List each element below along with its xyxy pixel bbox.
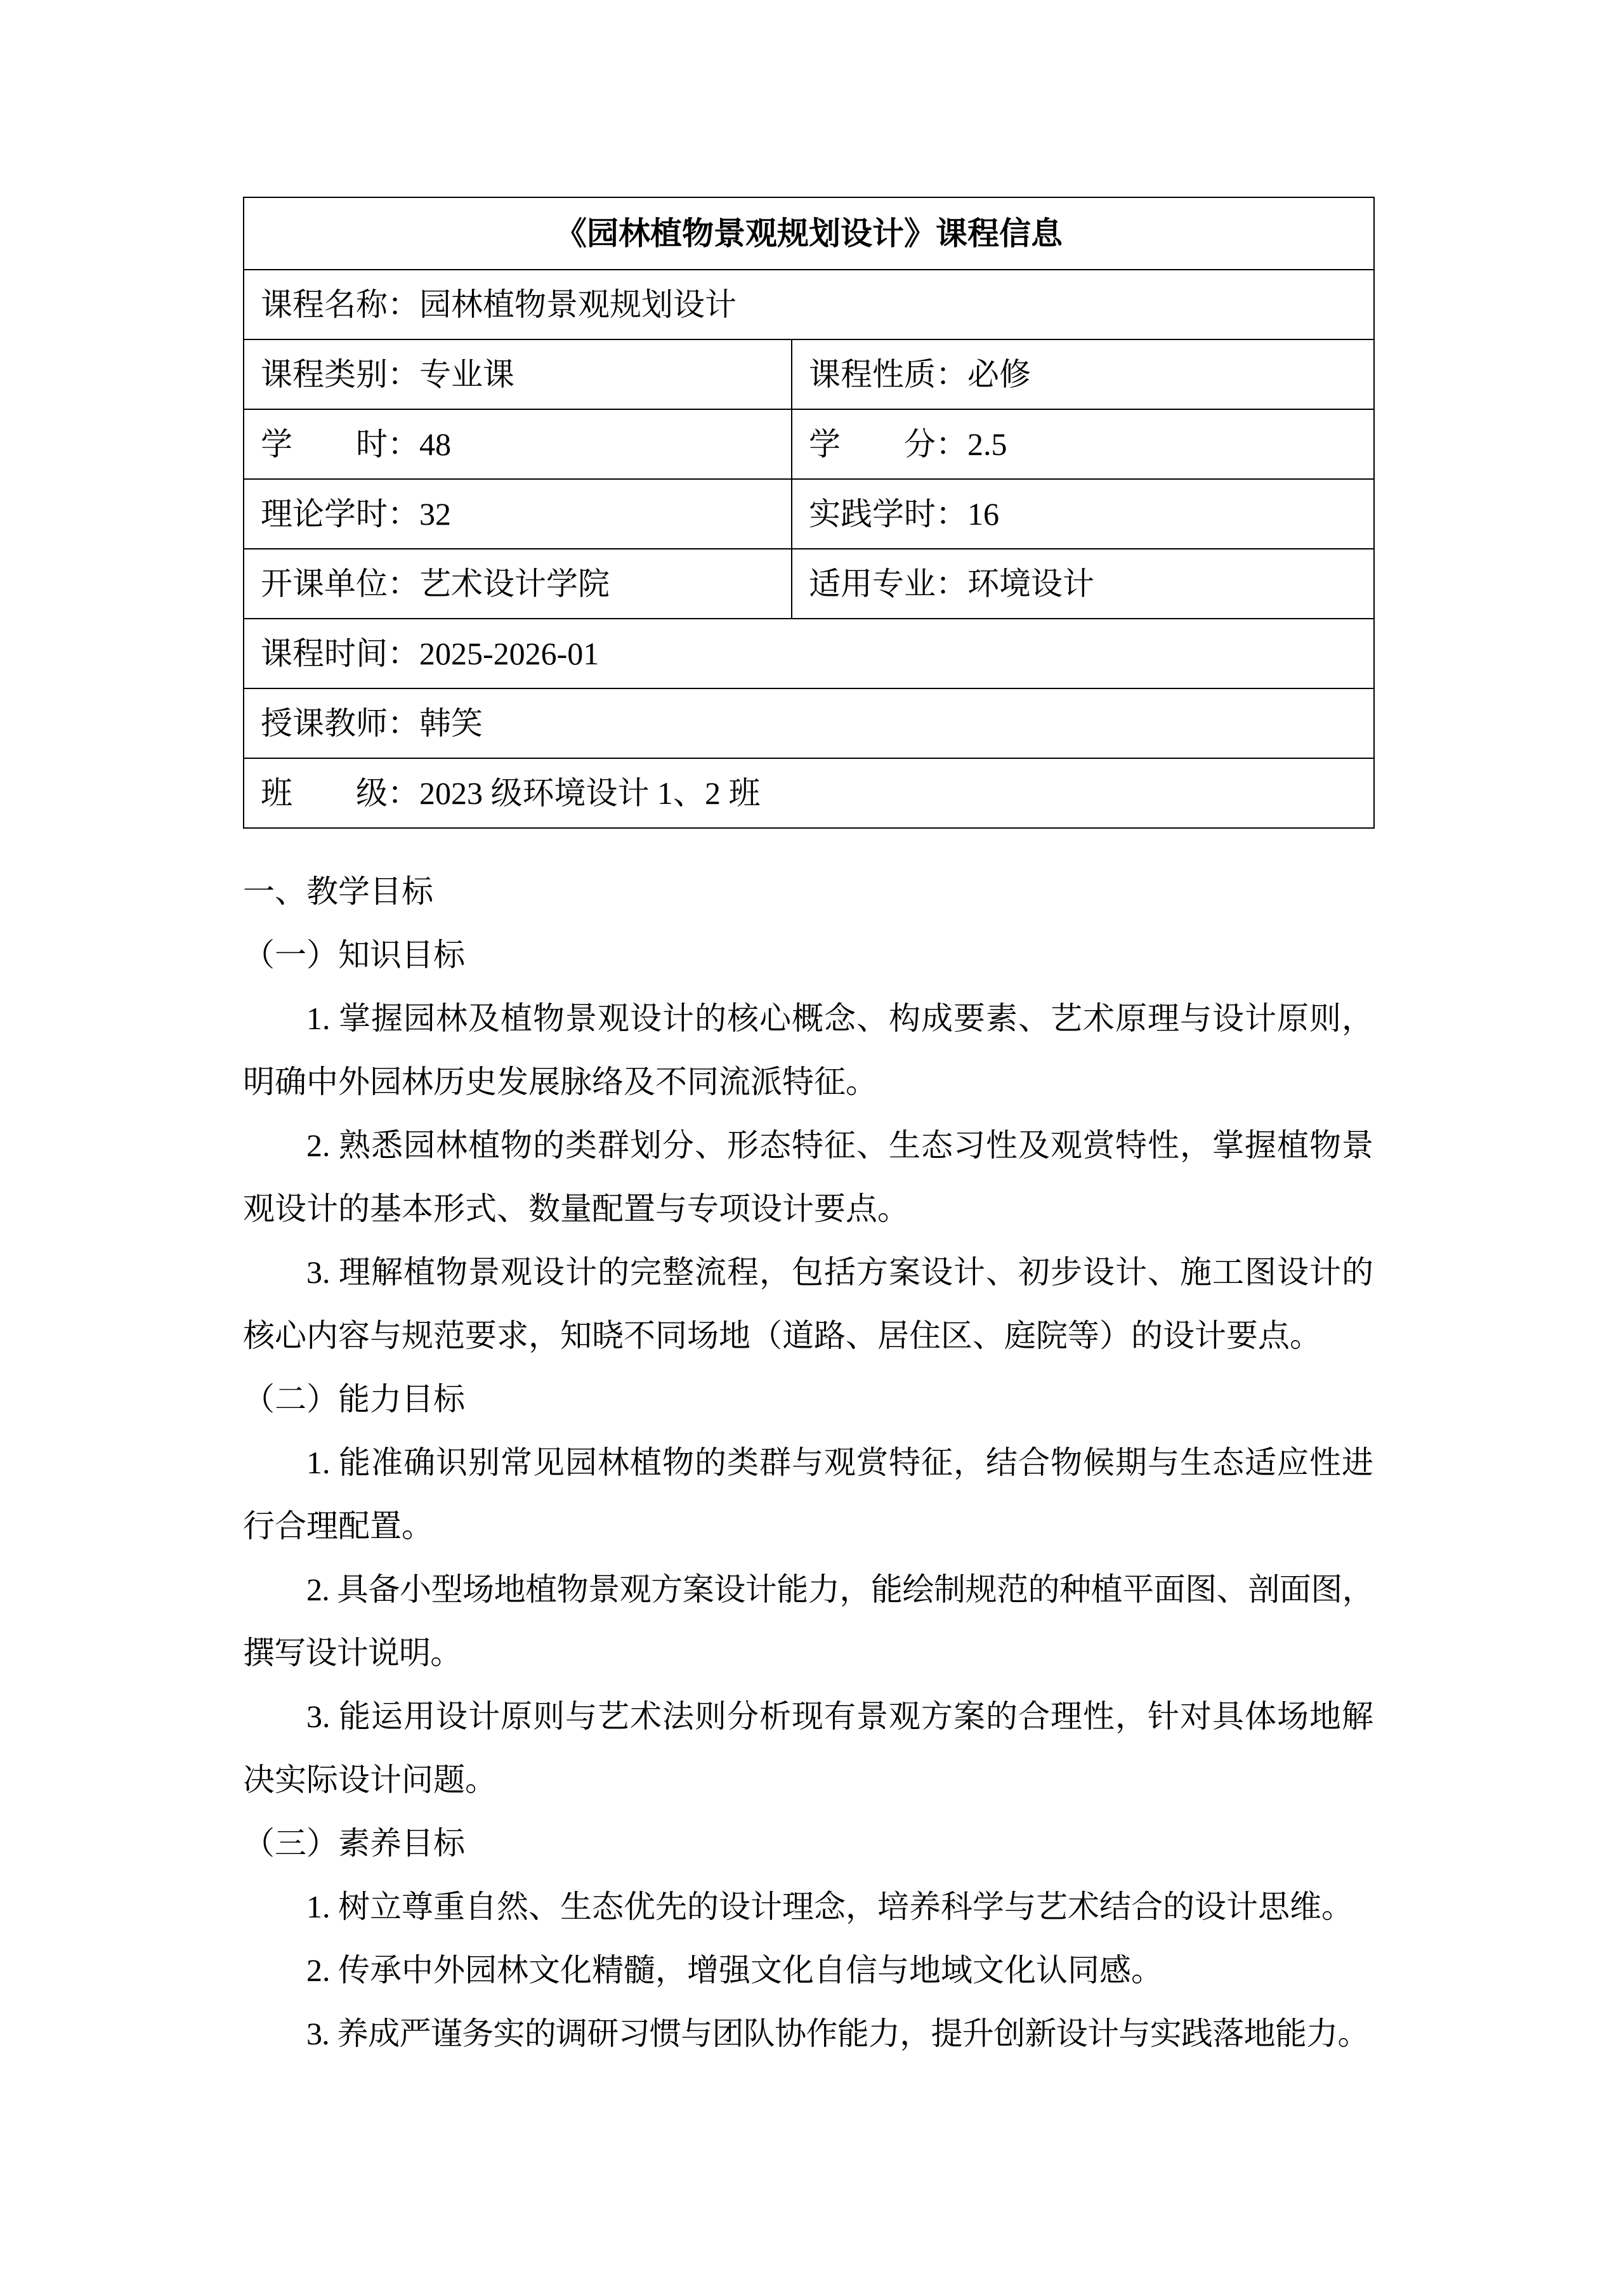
table-row	[244, 549, 1374, 619]
objectives-section	[243, 860, 1373, 2065]
cell-credits: 学 分：2.5	[792, 409, 1374, 479]
subsection-heading-quality: （三）素养目标	[243, 1825, 465, 1861]
table-row	[244, 409, 1374, 479]
objective-paragraph: 3. 能运用设计原则与艺术法则分析现有景观方案的合理性，针对具体场地解决实际设计问题。	[243, 1699, 1373, 1798]
objective-paragraph: 2. 熟悉园林植物的类群划分、形态特征、生态习性及观赏特性，掌握植物景观设计的基本形式、数量配置与专项设计要点。	[243, 1128, 1373, 1226]
objective-paragraph: 1. 能准确识别常见园林植物的类群与观赏特征，结合物候期与生态适应性进行合理配置。	[243, 1445, 1373, 1544]
table-title: 《园林植物景观规划设计》课程信息	[244, 197, 1374, 270]
table-row	[244, 479, 1374, 549]
table-row	[244, 619, 1374, 688]
objective-paragraph: 3. 养成严谨务实的调研习惯与团队协作能力，提升创新设计与实践落地能力。	[306, 2016, 1369, 2051]
cell-teacher: 授课教师：韩笑	[244, 688, 1374, 758]
objective-paragraph: 1. 掌握园林及植物景观设计的核心概念、构成要素、艺术原理与设计原则，明确中外园林历史发展脉络及不同流派特征。	[243, 1001, 1373, 1100]
subsection-heading-ability: （二）能力目标	[243, 1381, 465, 1417]
objective-paragraph: 1. 树立尊重自然、生态优先的设计理念，培养科学与艺术结合的设计思维。	[306, 1889, 1353, 1924]
cell-class-hours: 学 时：48	[244, 409, 792, 479]
cell-class-group: 班 级：2023 级环境设计 1、2 班	[244, 758, 1374, 828]
table-row	[244, 197, 1374, 270]
table-row	[244, 688, 1374, 758]
course-info-table	[243, 197, 1375, 829]
objective-paragraph: 2. 具备小型场地植物景观方案设计能力，能绘制规范的种植平面图、剖面图，撰写设计说明。	[243, 1572, 1373, 1671]
cell-course-name: 课程名称：园林植物景观规划设计	[244, 270, 1374, 339]
section-heading: 一、教学目标	[243, 874, 433, 909]
cell-course-time: 课程时间：2025-2026-01	[244, 619, 1374, 688]
table-row	[244, 339, 1374, 409]
objective-paragraph: 2. 传承中外园林文化精髓，增强文化自信与地域文化认同感。	[306, 1952, 1163, 1988]
objective-paragraph: 3. 理解植物景观设计的完整流程，包括方案设计、初步设计、施工图设计的核心内容与规范要求，知晓不同场地（道路、居住区、庭院等）的设计要点。	[243, 1254, 1373, 1353]
cell-applicable-major: 适用专业：环境设计	[792, 549, 1374, 619]
cell-course-nature: 课程性质：必修	[792, 339, 1374, 409]
cell-course-category: 课程类别：专业课	[244, 339, 792, 409]
table-row	[244, 270, 1374, 339]
cell-theory-hours: 理论学时：32	[244, 479, 792, 549]
subsection-heading-knowledge: （一）知识目标	[243, 937, 465, 973]
cell-practice-hours: 实践学时：16	[792, 479, 1374, 549]
cell-offering-unit: 开课单位：艺术设计学院	[244, 549, 792, 619]
table-row	[244, 758, 1374, 828]
